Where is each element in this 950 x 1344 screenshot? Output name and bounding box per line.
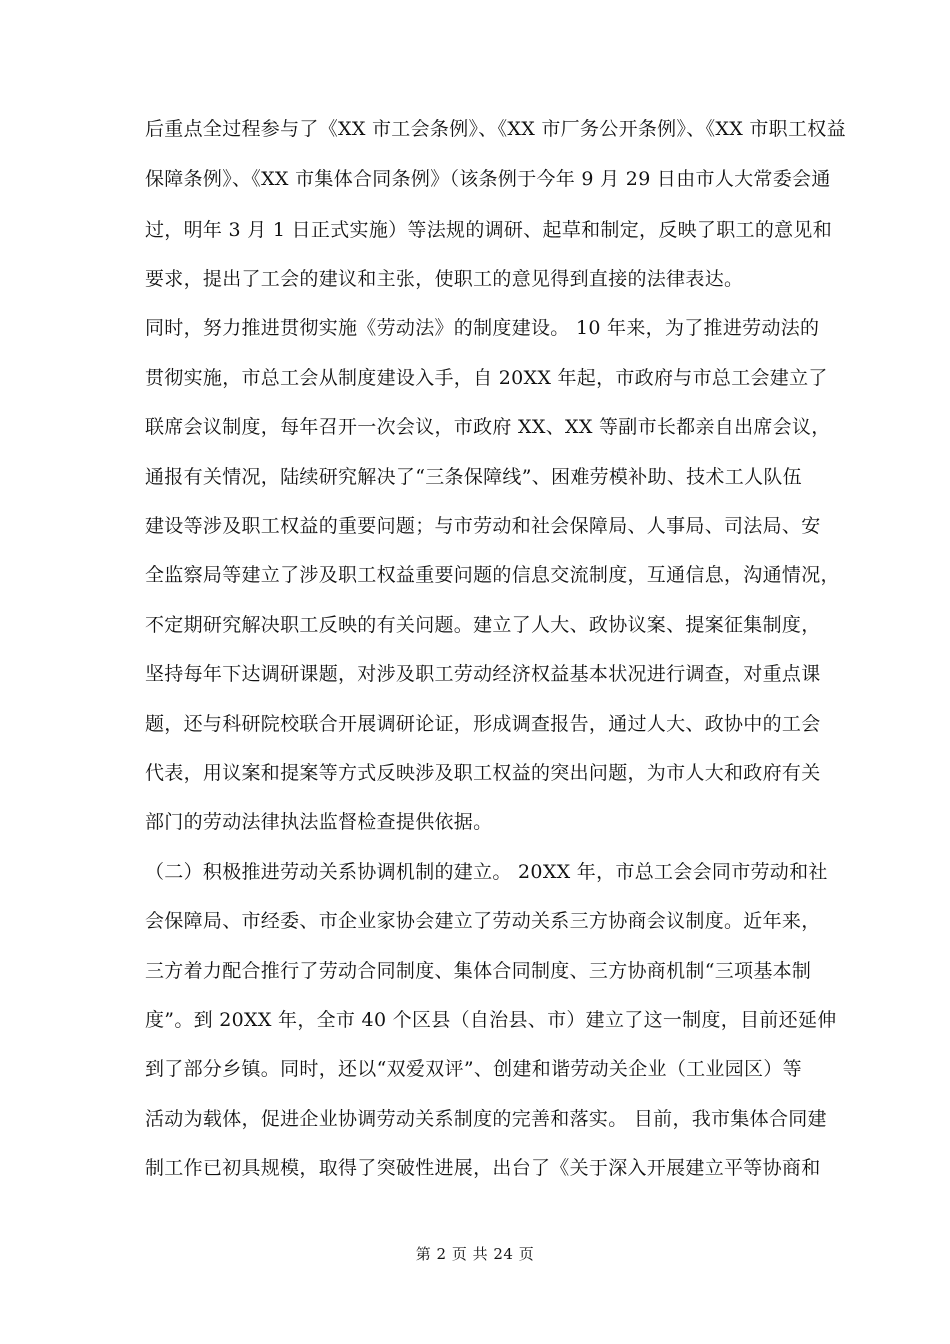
text-line: 同时，努力推进贯彻实施《劳动法》的制度建设。 10 年来，为了推进劳动法的 [145, 317, 820, 339]
text-line: 贯彻实施，市总工会从制度建设入手，自 20XX 年起，市政府与市总工会建立了 [145, 367, 828, 389]
text-line: 题，还与科研院校联合开展调研论证，形成调查报告，通过人大、政协中的工会 [145, 713, 821, 735]
text-line: 到了部分乡镇。同时，还以“双爱双评”、创建和谐劳动关企业（工业园区）等 [145, 1058, 802, 1080]
text-line: 代表，用议案和提案等方式反映涉及职工权益的突出问题，为市人大和政府有关 [145, 762, 821, 784]
text-line: （二）积极推进劳动关系协调机制的建立。 20XX 年，市总工会会同市劳动和社 [145, 861, 828, 883]
text-line: 后重点全过程参与了《XX 市工会条例》、《XX 市厂务公开条例》、《XX 市职工权益 [145, 118, 846, 140]
text-line: 坚持每年下达调研课题，对涉及职工劳动经济权益基本状况进行调查，对重点课 [145, 663, 821, 685]
text-line: 通报有关情况，陆续研究解决了“三条保障线”、困难劳模补助、技术工人队伍 [145, 466, 802, 488]
text-line: 会保障局、市经委、市企业家协会建立了劳动关系三方协商会议制度。近年来， [145, 910, 821, 932]
page-number-footer: 第 2 页 共 24 页 [415, 1245, 535, 1263]
text-line: 制工作已初具规模，取得了突破性进展，出台了《关于深入开展建立平等协商和 [145, 1157, 821, 1179]
text-line: 保障条例》、《XX 市集体合同条例》（该条例于今年 9 月 29 日由市人大常委会通 [145, 168, 831, 190]
text-line: 全监察局等建立了涉及职工权益重要问题的信息交流制度，互通信息，沟通情况， [145, 564, 840, 586]
text-line: 不定期研究解决职工反映的有关问题。建立了人大、政协议案、提案征集制度， [145, 614, 821, 636]
text-line: 建设等涉及职工权益的重要问题；与市劳动和社会保障局、人事局、司法局、安 [145, 515, 821, 537]
text-line: 联席会议制度，每年召开一次会议，市政府 XX、XX 等副市长都亲自出席会议， [145, 416, 831, 438]
text-line: 部门的劳动法律执法监督检查提供依据。 [145, 811, 493, 833]
text-line: 度”。到 20XX 年，全市 40 个区县（自治县、市）建立了这一制度，目前还延伸 [145, 1009, 837, 1031]
text-line: 三方着力配合推行了劳动合同制度、集体合同制度、三方协商机制“三项基本制 [145, 960, 812, 982]
text-line: 过，明年 3 月 1 日正式实施）等法规的调研、起草和制定，反映了职工的意见和 [145, 219, 833, 241]
text-line: 要求，提出了工会的建议和主张，使职工的意见得到直接的法律表达。 [145, 268, 744, 290]
text-line: 活动为载体，促进企业协调劳动关系制度的完善和落实。 目前，我市集体合同建 [145, 1108, 827, 1130]
